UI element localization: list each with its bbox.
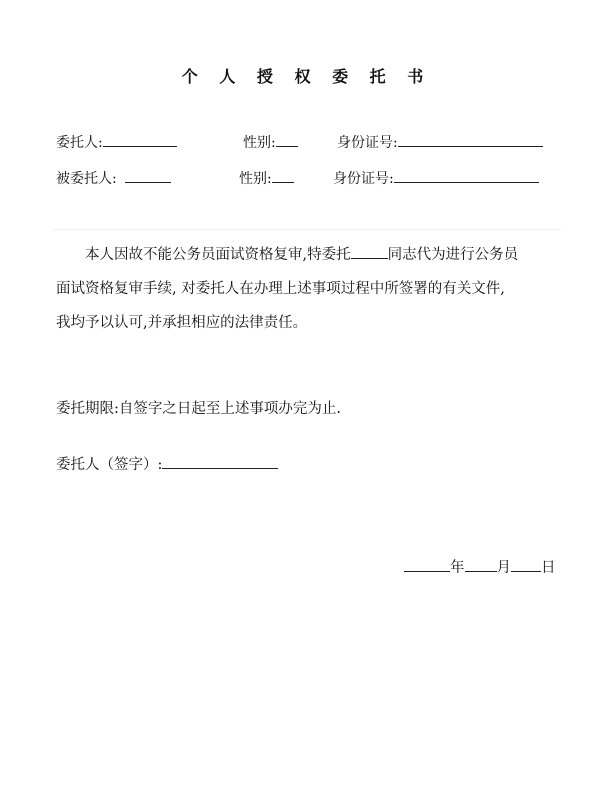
body-line2: 面试资格复审手续, 对委托人在办理上述事项过程中所签署的有关文件, [56,281,505,297]
agent-gender-label: 性别: [239,171,272,187]
body-line1-after: 同志代为进行公务员 [387,247,519,263]
principal-gender-field [243,134,298,152]
body-line3: 我均予以认可,并承担相应的法律责任。 [56,315,308,331]
principal-name-label: 委托人: [56,135,103,151]
principal-name-blank[interactable] [103,134,177,147]
principal-id-blank[interactable] [398,134,543,147]
agent-gender-field [239,170,294,188]
agent-id-label: 身份证号: [333,171,394,187]
agent-name-label: 被委托人: [56,171,117,187]
agent-name-blank[interactable] [125,170,171,183]
agent-id-blank[interactable] [394,170,539,183]
delegate-name-blank[interactable] [351,246,388,259]
date-field [404,559,556,577]
principal-id-field [337,134,543,152]
signature-field [56,456,278,474]
signature-blank[interactable] [162,456,278,469]
year-blank[interactable] [404,559,450,572]
day-label: 日 [541,560,556,576]
document-title: 个 人 授 权 委 托 书 [181,67,432,86]
principal-name-field [56,134,177,152]
term-statement: 委托期限:自签字之日起至上述事项办完为止. [56,401,341,417]
signature-label: 委托人（签字）: [56,457,163,473]
principal-gender-label: 性别: [243,135,276,151]
principal-id-label: 身份证号: [337,135,398,151]
body-line1-before: 本人因故不能公务员面试资格复审,特委托 [85,247,351,263]
month-blank[interactable] [465,559,497,572]
principal-gender-blank[interactable] [276,134,298,147]
day-blank[interactable] [511,559,541,572]
month-label: 月 [496,560,511,576]
year-label: 年 [450,560,465,576]
divider [54,229,561,230]
agent-name-field [56,170,171,188]
agent-gender-blank[interactable] [272,170,294,183]
agent-id-field [333,170,539,188]
authorization-paragraph [56,238,566,340]
